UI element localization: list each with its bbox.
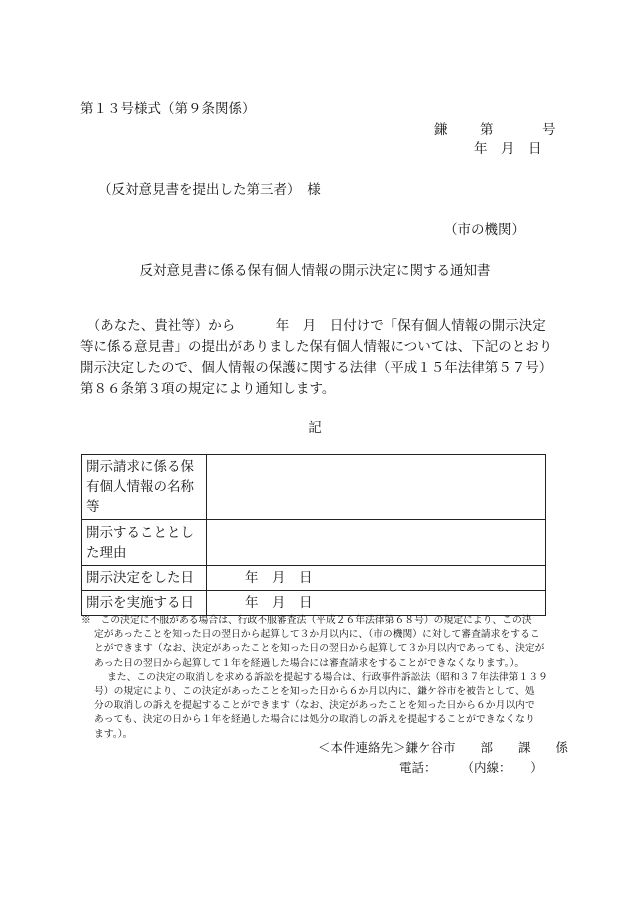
table-row: [82, 455, 546, 520]
document-title: 反対意見書に係る保有個人情報の開示決定に関する通知書: [139, 263, 491, 279]
row-value-info-name: [207, 455, 546, 520]
detail-table: [81, 454, 546, 616]
note-line: とができます（なお、決定があったことを知った日の翌日から起算して３か月以内であっても、決定が: [94, 643, 545, 655]
addressee: （反対意見書を提出した第三者） 様: [98, 182, 321, 198]
note-line: ※ この決定に不服がある場合は、行政不服審査法（平成２６年法律第６８号）の規定により、この決: [81, 615, 532, 626]
row-label-decision-date: 開示決定をした日: [82, 566, 207, 591]
label-line: 開示請求に係る保: [86, 459, 194, 475]
note-line: 分の取消しの訴えを提起することができます（なお、決定があったことを知った日から６か月以内で: [94, 700, 535, 712]
label-line: 開示することとし: [86, 524, 194, 541]
note-line: ます。）。: [94, 728, 133, 740]
note-line: 号）の規定により、この決定があったことを知った日から６か月以内に、鎌ケ谷市を被告として、処: [94, 686, 535, 698]
document-number: [434, 118, 556, 138]
document-number-go: 号: [542, 122, 556, 138]
document-date: 年 月 日: [474, 141, 542, 157]
label-line: 有個人情報の名称: [86, 479, 194, 495]
row-value-disclosure-date: 年 月 日: [207, 591, 546, 616]
note-line: あった日の翌日から起算して１年を経過した場合には審査請求をすることができなくなります。）。: [94, 657, 525, 669]
body-text: [80, 316, 555, 400]
table-row: [82, 566, 546, 591]
body-line: 第８６条第３項の規定により通知します。: [80, 381, 336, 397]
row-label-reason: [82, 520, 207, 566]
form-label: 第１３号様式（第９条関係）: [80, 101, 256, 117]
body-line: 等に係る意見書」の提出がありました保有個人情報については、下記のとおり: [80, 339, 553, 355]
note-line: あっても、決定の日から１年を経過した場合には処分の取消しの訴えを提起することができなくなり: [94, 714, 535, 726]
body-line: 開示決定したので、個人情報の保護に関する法律（平成１５年法律第５７号）: [80, 360, 553, 376]
notes: [81, 614, 551, 742]
note-line: 定があったことを知った日の翌日から起算して３か月以内に、（市の機関）に対して審査請求をするこ: [94, 629, 540, 641]
contact-phone: 電話： （内線： ）: [399, 760, 543, 775]
sender: （市の機関）: [444, 222, 525, 238]
row-label-disclosure-date: 開示を実施する日: [82, 591, 207, 616]
row-label-info-name: [82, 455, 207, 520]
row-value-reason: [207, 520, 546, 566]
table-row: [82, 520, 546, 566]
label-line: 等: [86, 499, 100, 515]
document-number-prefix: 鎌: [434, 122, 448, 138]
ki-heading: 記: [308, 420, 322, 436]
table-row: [82, 591, 546, 616]
note-line: また、この決定の取消しを求める訴訟を提起する場合は、行政事件訴訟法（昭和３７年法律第１３９: [107, 671, 548, 683]
body-line: （あなた、貴社等）から 年 月 日付けで「保有個人情報の開示決定: [80, 318, 546, 334]
label-line: た理由: [86, 544, 127, 561]
row-value-decision-date: 年 月 日: [207, 566, 546, 591]
contact-info: ＜本件連絡先＞鎌ケ谷市 部 課 係: [318, 740, 569, 755]
document-number-dai: 第: [480, 122, 494, 138]
